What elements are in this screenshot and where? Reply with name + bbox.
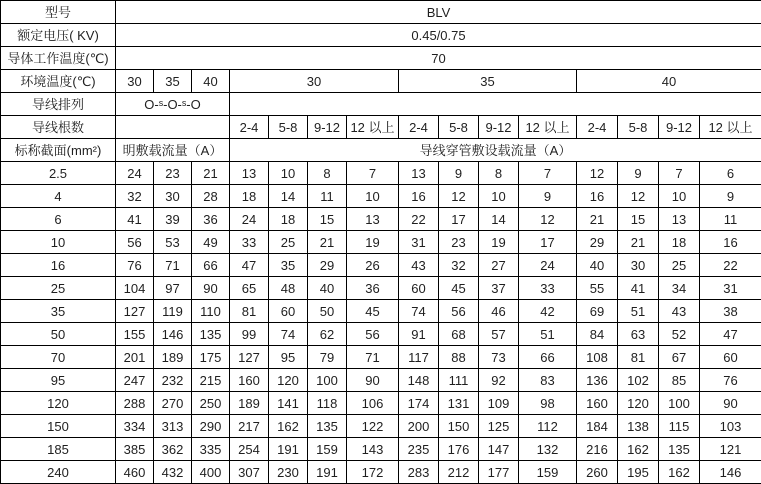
ampacity-cell: 13 <box>399 162 439 185</box>
wire-count-option: 9-12 <box>479 116 519 139</box>
ampacity-cell: 11 <box>308 185 347 208</box>
row-section-header <box>1 139 761 162</box>
ampacity-cell: 36 <box>347 277 399 300</box>
ampacity-cell: 21 <box>577 208 618 231</box>
ampacity-cell: 42 <box>519 300 577 323</box>
ampacity-cell: 32 <box>439 254 479 277</box>
ambient-conduit-temp: 35 <box>399 70 577 93</box>
ampacity-cell: 51 <box>519 323 577 346</box>
ampacity-cell: 146 <box>700 461 761 484</box>
ampacity-cell: 47 <box>230 254 269 277</box>
ampacity-cell: 13 <box>659 208 700 231</box>
ampacity-cell: 60 <box>269 300 308 323</box>
ampacity-cell: 200 <box>399 415 439 438</box>
ampacity-cell: 40 <box>308 277 347 300</box>
table-row <box>1 277 761 300</box>
open-ampacity-header: 明敷载流量（A） <box>116 139 230 162</box>
ampacity-cell: 23 <box>439 231 479 254</box>
row-conductor-temp <box>1 47 761 70</box>
ampacity-cell: 31 <box>700 277 761 300</box>
ampacity-cell: 55 <box>577 277 618 300</box>
ampacity-cell: 12 <box>618 185 659 208</box>
ampacity-cell: 160 <box>577 392 618 415</box>
ampacity-cell: 88 <box>439 346 479 369</box>
ampacity-cell: 103 <box>700 415 761 438</box>
ampacity-data-rows <box>1 162 761 484</box>
ampacity-cell: 16 <box>399 185 439 208</box>
ampacity-cell: 19 <box>347 231 399 254</box>
ampacity-cell: 81 <box>618 346 659 369</box>
ampacity-cell: 57 <box>479 323 519 346</box>
ampacity-cell: 81 <box>230 300 269 323</box>
ampacity-cell: 60 <box>399 277 439 300</box>
section-size-cell: 10 <box>1 231 116 254</box>
ampacity-cell: 46 <box>479 300 519 323</box>
ampacity-cell: 18 <box>659 231 700 254</box>
ampacity-cell: 191 <box>269 438 308 461</box>
ampacity-cell: 76 <box>700 369 761 392</box>
ampacity-cell: 313 <box>154 415 192 438</box>
ampacity-cell: 335 <box>192 438 230 461</box>
ampacity-cell: 159 <box>519 461 577 484</box>
ampacity-cell: 147 <box>479 438 519 461</box>
wire-count-option: 12 以上 <box>519 116 577 139</box>
ampacity-cell: 79 <box>308 346 347 369</box>
ampacity-cell: 143 <box>347 438 399 461</box>
ampacity-cell: 53 <box>154 231 192 254</box>
model-value: BLV <box>116 1 761 24</box>
ampacity-cell: 71 <box>347 346 399 369</box>
ampacity-cell: 432 <box>154 461 192 484</box>
table-row <box>1 415 761 438</box>
table-row <box>1 300 761 323</box>
wire-count-option: 9-12 <box>659 116 700 139</box>
ampacity-cell: 362 <box>154 438 192 461</box>
row-label-conductor-temp: 导体工作温度(℃) <box>1 47 116 70</box>
ampacity-cell: 235 <box>399 438 439 461</box>
ampacity-cell: 177 <box>479 461 519 484</box>
ampacity-cell: 136 <box>577 369 618 392</box>
ampacity-cell: 9 <box>618 162 659 185</box>
ampacity-cell: 127 <box>116 300 154 323</box>
ampacity-cell: 35 <box>269 254 308 277</box>
ampacity-cell: 162 <box>659 461 700 484</box>
rated-voltage-value: 0.45/0.75 <box>116 24 761 47</box>
ampacity-cell: 68 <box>439 323 479 346</box>
ampacity-cell: 60 <box>700 346 761 369</box>
ampacity-cell: 12 <box>439 185 479 208</box>
ampacity-cell: 132 <box>519 438 577 461</box>
ampacity-cell: 109 <box>479 392 519 415</box>
ampacity-cell: 135 <box>659 438 700 461</box>
ampacity-cell: 400 <box>192 461 230 484</box>
ampacity-cell: 217 <box>230 415 269 438</box>
table-row <box>1 461 761 484</box>
ampacity-cell: 18 <box>230 185 269 208</box>
ampacity-cell: 112 <box>519 415 577 438</box>
ampacity-cell: 22 <box>700 254 761 277</box>
ampacity-cell: 176 <box>439 438 479 461</box>
table-row <box>1 231 761 254</box>
ampacity-cell: 52 <box>659 323 700 346</box>
ampacity-cell: 191 <box>308 461 347 484</box>
ampacity-cell: 12 <box>577 162 618 185</box>
table-row <box>1 162 761 185</box>
ampacity-cell: 56 <box>439 300 479 323</box>
row-wire-count <box>1 116 761 139</box>
ampacity-cell: 12 <box>519 208 577 231</box>
row-ambient-temp <box>1 70 761 93</box>
ampacity-cell: 172 <box>347 461 399 484</box>
ampacity-cell: 47 <box>700 323 761 346</box>
ampacity-cell: 19 <box>479 231 519 254</box>
ampacity-cell: 66 <box>192 254 230 277</box>
ampacity-cell: 201 <box>116 346 154 369</box>
row-label-ambient-temp: 环境温度(℃) <box>1 70 116 93</box>
ampacity-cell: 120 <box>269 369 308 392</box>
table-row <box>1 208 761 231</box>
section-size-cell: 70 <box>1 346 116 369</box>
ampacity-cell: 131 <box>439 392 479 415</box>
ampacity-cell: 98 <box>519 392 577 415</box>
ampacity-cell: 97 <box>154 277 192 300</box>
ampacity-cell: 84 <box>577 323 618 346</box>
wire-count-option: 12 以上 <box>700 116 761 139</box>
ampacity-cell: 85 <box>659 369 700 392</box>
ampacity-cell: 74 <box>399 300 439 323</box>
ambient-conduit-temp: 40 <box>577 70 761 93</box>
ampacity-cell: 25 <box>269 231 308 254</box>
ampacity-cell: 33 <box>230 231 269 254</box>
ampacity-cell: 16 <box>700 231 761 254</box>
ampacity-cell: 24 <box>230 208 269 231</box>
ampacity-cell: 15 <box>308 208 347 231</box>
ampacity-cell: 90 <box>700 392 761 415</box>
ampacity-cell: 148 <box>399 369 439 392</box>
ampacity-cell: 104 <box>116 277 154 300</box>
ambient-open-temp: 30 <box>116 70 154 93</box>
ampacity-cell: 43 <box>399 254 439 277</box>
section-size-cell: 240 <box>1 461 116 484</box>
ampacity-cell: 106 <box>347 392 399 415</box>
ampacity-cell: 38 <box>700 300 761 323</box>
ampacity-cell: 334 <box>116 415 154 438</box>
ampacity-cell: 283 <box>399 461 439 484</box>
ampacity-cell: 8 <box>479 162 519 185</box>
ampacity-cell: 135 <box>308 415 347 438</box>
ampacity-cell: 100 <box>659 392 700 415</box>
ampacity-cell: 30 <box>618 254 659 277</box>
ambient-open-temp: 35 <box>154 70 192 93</box>
section-size-cell: 4 <box>1 185 116 208</box>
ampacity-cell: 174 <box>399 392 439 415</box>
ampacity-cell: 288 <box>116 392 154 415</box>
ampacity-cell: 28 <box>192 185 230 208</box>
ampacity-cell: 24 <box>116 162 154 185</box>
ampacity-cell: 135 <box>192 323 230 346</box>
ampacity-cell: 260 <box>577 461 618 484</box>
ampacity-cell: 162 <box>618 438 659 461</box>
ampacity-cell: 117 <box>399 346 439 369</box>
wire-count-option: 2-4 <box>577 116 618 139</box>
ampacity-cell: 49 <box>192 231 230 254</box>
ampacity-cell: 63 <box>618 323 659 346</box>
ampacity-cell: 41 <box>116 208 154 231</box>
ampacity-cell: 31 <box>399 231 439 254</box>
table-row <box>1 346 761 369</box>
ampacity-cell: 7 <box>519 162 577 185</box>
table-row <box>1 254 761 277</box>
ampacity-cell: 155 <box>116 323 154 346</box>
ampacity-cell: 15 <box>618 208 659 231</box>
ampacity-cell: 83 <box>519 369 577 392</box>
section-size-cell: 16 <box>1 254 116 277</box>
ampacity-cell: 90 <box>347 369 399 392</box>
ampacity-cell: 290 <box>192 415 230 438</box>
empty-cell <box>230 93 761 116</box>
table-row <box>1 185 761 208</box>
ampacity-cell: 108 <box>577 346 618 369</box>
ampacity-cell: 30 <box>154 185 192 208</box>
ampacity-cell: 212 <box>439 461 479 484</box>
conduit-ampacity-header: 导线穿管敷设载流量（A） <box>230 139 761 162</box>
ampacity-cell: 10 <box>269 162 308 185</box>
ampacity-cell: 16 <box>577 185 618 208</box>
wire-count-option: 5-8 <box>269 116 308 139</box>
ampacity-cell: 230 <box>269 461 308 484</box>
section-size-cell: 2.5 <box>1 162 116 185</box>
ampacity-cell: 13 <box>230 162 269 185</box>
ampacity-cell: 34 <box>659 277 700 300</box>
table-row <box>1 323 761 346</box>
ampacity-cell: 127 <box>230 346 269 369</box>
ampacity-cell: 45 <box>439 277 479 300</box>
ampacity-cell: 6 <box>700 162 761 185</box>
ampacity-cell: 216 <box>577 438 618 461</box>
ampacity-cell: 48 <box>269 277 308 300</box>
ampacity-cell: 25 <box>659 254 700 277</box>
section-size-cell: 150 <box>1 415 116 438</box>
ampacity-cell: 21 <box>192 162 230 185</box>
ampacity-cell: 9 <box>439 162 479 185</box>
ampacity-cell: 10 <box>479 185 519 208</box>
ampacity-cell: 91 <box>399 323 439 346</box>
ampacity-cell: 184 <box>577 415 618 438</box>
ampacity-cell: 26 <box>347 254 399 277</box>
table-row <box>1 369 761 392</box>
row-label-nominal-section: 标称截面(mm²) <box>1 139 116 162</box>
section-size-cell: 6 <box>1 208 116 231</box>
ampacity-cell: 159 <box>308 438 347 461</box>
ampacity-cell: 232 <box>154 369 192 392</box>
ampacity-cell: 9 <box>700 185 761 208</box>
ampacity-cell: 119 <box>154 300 192 323</box>
ampacity-cell: 56 <box>347 323 399 346</box>
row-rated-voltage <box>1 24 761 47</box>
row-label-rated-voltage: 额定电压( KV) <box>1 24 116 47</box>
ampacity-cell: 122 <box>347 415 399 438</box>
ampacity-cell: 138 <box>618 415 659 438</box>
ampacity-cell: 141 <box>269 392 308 415</box>
ampacity-cell: 189 <box>230 392 269 415</box>
wire-count-option: 5-8 <box>439 116 479 139</box>
ambient-open-temp: 40 <box>192 70 230 93</box>
ampacity-cell: 21 <box>618 231 659 254</box>
ampacity-cell: 115 <box>659 415 700 438</box>
wire-count-option: 2-4 <box>230 116 269 139</box>
wire-count-option: 9-12 <box>308 116 347 139</box>
ampacity-cell: 51 <box>618 300 659 323</box>
ampacity-cell: 247 <box>116 369 154 392</box>
ampacity-cell: 7 <box>659 162 700 185</box>
ampacity-cell: 24 <box>519 254 577 277</box>
ampacity-cell: 65 <box>230 277 269 300</box>
ampacity-cell: 67 <box>659 346 700 369</box>
ampacity-cell: 13 <box>347 208 399 231</box>
ampacity-cell: 110 <box>192 300 230 323</box>
ampacity-cell: 9 <box>519 185 577 208</box>
ampacity-cell: 118 <box>308 392 347 415</box>
section-size-cell: 50 <box>1 323 116 346</box>
ampacity-cell: 37 <box>479 277 519 300</box>
section-size-cell: 120 <box>1 392 116 415</box>
row-label-arrangement: 导线排列 <box>1 93 116 116</box>
ampacity-cell: 18 <box>269 208 308 231</box>
ampacity-cell: 32 <box>116 185 154 208</box>
ampacity-cell: 189 <box>154 346 192 369</box>
conductor-temp-value: 70 <box>116 47 761 70</box>
ampacity-cell: 99 <box>230 323 269 346</box>
ampacity-cell: 62 <box>308 323 347 346</box>
ampacity-cell: 17 <box>439 208 479 231</box>
ampacity-cell: 175 <box>192 346 230 369</box>
empty-cell <box>116 116 230 139</box>
ampacity-cell: 33 <box>519 277 577 300</box>
wire-count-option: 5-8 <box>618 116 659 139</box>
row-label-wire-count: 导线根数 <box>1 116 116 139</box>
ampacity-cell: 125 <box>479 415 519 438</box>
ampacity-cell: 71 <box>154 254 192 277</box>
ampacity-cell: 66 <box>519 346 577 369</box>
section-size-cell: 25 <box>1 277 116 300</box>
ampacity-cell: 39 <box>154 208 192 231</box>
ampacity-cell: 254 <box>230 438 269 461</box>
ampacity-cell: 90 <box>192 277 230 300</box>
arrangement-value: O-ˢ-O-ˢ-O <box>116 93 230 116</box>
ampacity-cell: 73 <box>479 346 519 369</box>
section-size-cell: 95 <box>1 369 116 392</box>
table-row <box>1 438 761 461</box>
ampacity-cell: 74 <box>269 323 308 346</box>
ampacity-cell: 95 <box>269 346 308 369</box>
ampacity-cell: 385 <box>116 438 154 461</box>
ampacity-cell: 92 <box>479 369 519 392</box>
ampacity-cell: 76 <box>116 254 154 277</box>
ampacity-cell: 27 <box>479 254 519 277</box>
ampacity-cell: 40 <box>577 254 618 277</box>
ampacity-cell: 160 <box>230 369 269 392</box>
ampacity-cell: 10 <box>347 185 399 208</box>
ampacity-cell: 270 <box>154 392 192 415</box>
row-model <box>1 1 761 24</box>
ampacity-cell: 29 <box>308 254 347 277</box>
wire-count-option: 2-4 <box>399 116 439 139</box>
ampacity-cell: 215 <box>192 369 230 392</box>
ampacity-cell: 146 <box>154 323 192 346</box>
ampacity-cell: 14 <box>269 185 308 208</box>
ampacity-cell: 162 <box>269 415 308 438</box>
ampacity-cell: 41 <box>618 277 659 300</box>
ampacity-cell: 29 <box>577 231 618 254</box>
ampacity-cell: 17 <box>519 231 577 254</box>
ampacity-cell: 56 <box>116 231 154 254</box>
ampacity-cell: 21 <box>308 231 347 254</box>
ampacity-cell: 120 <box>618 392 659 415</box>
wire-count-option: 12 以上 <box>347 116 399 139</box>
ambient-conduit-temp: 30 <box>230 70 399 93</box>
ampacity-cell: 100 <box>308 369 347 392</box>
ampacity-cell: 111 <box>439 369 479 392</box>
table-row <box>1 392 761 415</box>
ampacity-cell: 10 <box>659 185 700 208</box>
ampacity-cell: 460 <box>116 461 154 484</box>
ampacity-cell: 195 <box>618 461 659 484</box>
ampacity-cell: 45 <box>347 300 399 323</box>
ampacity-cell: 121 <box>700 438 761 461</box>
ampacity-cell: 50 <box>308 300 347 323</box>
ampacity-cell: 307 <box>230 461 269 484</box>
ampacity-cell: 14 <box>479 208 519 231</box>
ampacity-cell: 36 <box>192 208 230 231</box>
ampacity-cell: 102 <box>618 369 659 392</box>
ampacity-cell: 69 <box>577 300 618 323</box>
ampacity-cell: 22 <box>399 208 439 231</box>
section-size-cell: 185 <box>1 438 116 461</box>
ampacity-cell: 23 <box>154 162 192 185</box>
ampacity-cell: 8 <box>308 162 347 185</box>
ampacity-cell: 250 <box>192 392 230 415</box>
ampacity-cell: 43 <box>659 300 700 323</box>
section-size-cell: 35 <box>1 300 116 323</box>
ampacity-cell: 11 <box>700 208 761 231</box>
ampacity-cell: 150 <box>439 415 479 438</box>
row-arrangement <box>1 93 761 116</box>
ampacity-cell: 7 <box>347 162 399 185</box>
row-label-model: 型号 <box>1 1 116 24</box>
